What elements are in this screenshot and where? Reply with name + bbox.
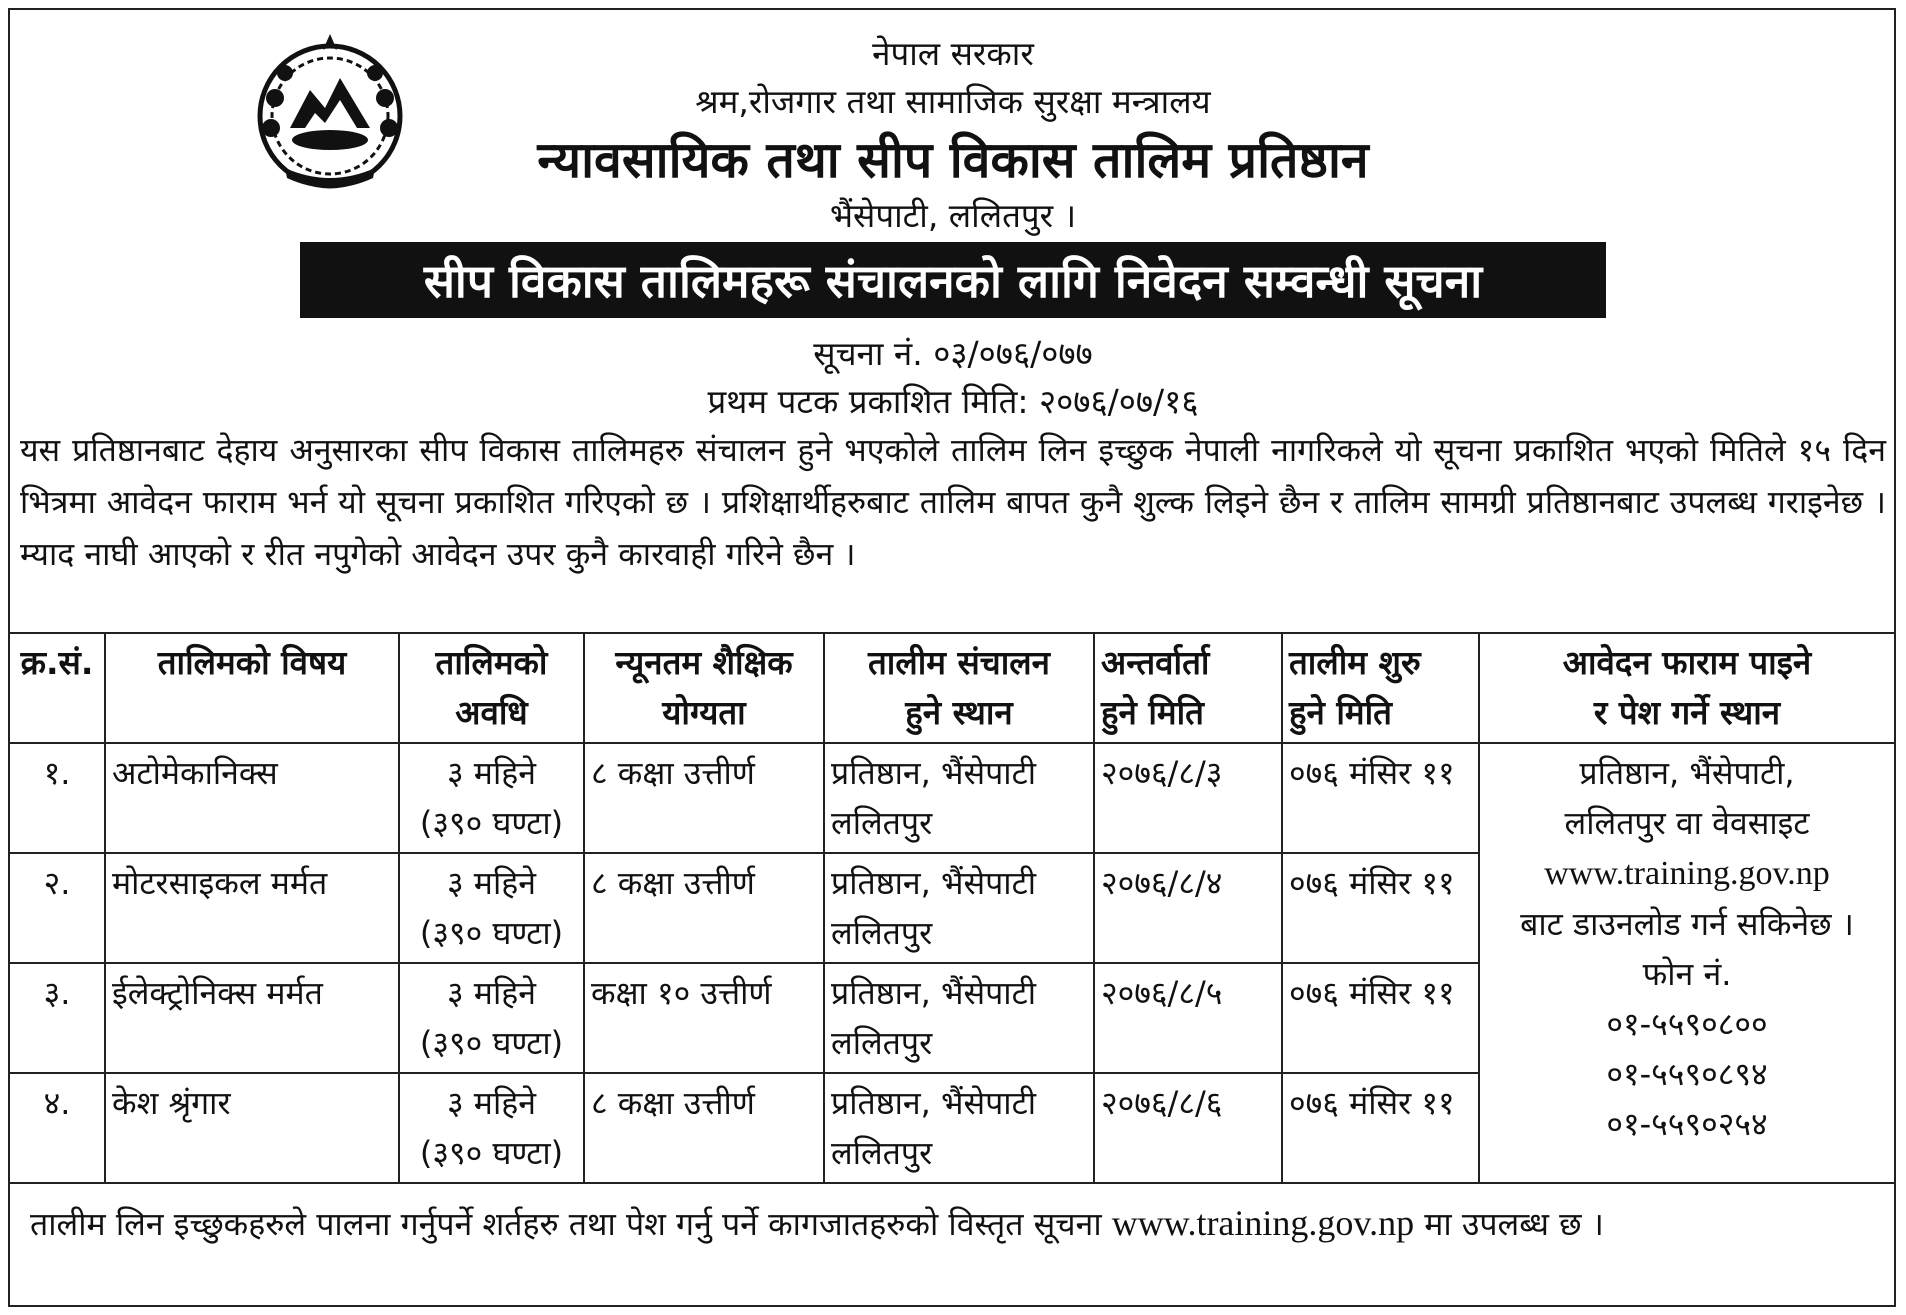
row-start-date: ०७६ मंसिर ११ [1282, 1073, 1479, 1183]
notice-number: सूचना नं. ०३/०७६/०७७ [813, 334, 1093, 373]
footer-text: तालीम लिन इच्छुकहरुले पालना गर्नुपर्ने शर्तहरु तथा पेश गर्नु पर्ने कागजातहरुको विस्तृत सूचना [30, 1205, 1102, 1243]
row-venue: प्रतिष्ठान, भैंसेपाटी ललितपुर [824, 853, 1094, 963]
row-qualification: ८ कक्षा उत्तीर्ण [584, 1073, 824, 1183]
row-venue: प्रतिष्ठान, भैंसेपाटी ललितपुर [824, 963, 1094, 1073]
row-qualification: ८ कक्षा उत्तीर्ण [584, 853, 824, 963]
header-venue: तालीम संचालन हुने स्थान [824, 633, 1094, 743]
institute-name: न्यावसायिक तथा सीप विकास तालिम प्रतिष्ठान [537, 131, 1369, 189]
notice-banner: सीप विकास तालिमहरू संचालनको लागि निवेदन सम्वन्धी सूचना [300, 242, 1606, 318]
footer-text-end: मा उपलब्ध छ । [1424, 1205, 1604, 1243]
row-interview-date: २०७६/८/४ [1094, 853, 1282, 963]
header-application: आवेदन फाराम पाइने र पेश गर्ने स्थान [1479, 633, 1895, 743]
row-subject: केश श्रृंगार [105, 1073, 399, 1183]
table-header-row [9, 633, 1895, 743]
row-venue: प्रतिष्ठान, भैंसेपाटी ललितपुर [824, 1073, 1094, 1183]
phone-number-2: ०१-५५९०८९४ [1606, 1055, 1768, 1093]
application-line4: बाट डाउनलोड गर्न सकिनेछ । [1520, 905, 1854, 943]
training-table [8, 632, 1896, 1184]
header-subject: तालिमको विषय [105, 633, 399, 743]
header-sn: क्र.सं. [9, 633, 105, 743]
row-sn: ४. [9, 1073, 105, 1183]
government-name: नेपाल सरकार [872, 34, 1034, 73]
row-sn: २. [9, 853, 105, 963]
ministry-name: श्रम,रोजगार तथा सामाजिक सुरक्षा मन्त्रालय [695, 82, 1211, 121]
application-url[interactable]: www.training.gov.np [1544, 855, 1830, 892]
row-start-date: ०७६ मंसिर ११ [1282, 743, 1479, 853]
row-subject: ईलेक्ट्रोनिक्स मर्मत [105, 963, 399, 1073]
row-interview-date: २०७६/८/५ [1094, 963, 1282, 1073]
header-qualification: न्यूनतम शैक्षिक योग्यता [584, 633, 824, 743]
header-duration: तालिमको अवधि [399, 633, 584, 743]
published-date: प्रथम पटक प्रकाशित मिति: २०७६/०७/१६ [707, 382, 1199, 421]
row-subject: अटोमेकानिक्स [105, 743, 399, 853]
row-sn: ३. [9, 963, 105, 1073]
intro-paragraph: यस प्रतिष्ठानबाट देहाय अनुसारका सीप विकास तालिमहरु संचालन हुने भएकोले तालिम लिन इच्छुक नेपाली नागरिकले यो सूचना प्रकाशित भएको मितिले १५ दिन भित्रमा आवेदन फाराम भर्न यो सूचना प्रकाशित गरिएको छ । प्रशिक्षार्थीहरुबाट तालिम बापत कुनै शुल्क लिइने छैन र तालिम सामग्री प्रतिष्ठानबाट उपलब्ध गराइनेछ । म्याद नाघी आएको र रीत नपुगेको आवेदन उपर कुनै कारवाही गरिने छैन । [20, 431, 1886, 573]
row-interview-date: २०७६/८/६ [1094, 1073, 1282, 1183]
footer-url[interactable]: www.training.gov.np [1111, 1203, 1415, 1243]
row-subject: मोटरसाइकल मर्मत [105, 853, 399, 963]
row-duration: ३ महिने (३९० घण्टा) [399, 963, 584, 1073]
row-venue: प्रतिष्ठान, भैंसेपाटी ललितपुर [824, 743, 1094, 853]
row-qualification: ८ कक्षा उत्तीर्ण [584, 743, 824, 853]
phone-number-1: ०१-५५९०८०० [1606, 1005, 1768, 1043]
row-duration: ३ महिने (३९० घण्टा) [399, 1073, 584, 1183]
row-start-date: ०७६ मंसिर ११ [1282, 853, 1479, 963]
row-qualification: कक्षा १० उत्तीर्ण [584, 963, 824, 1073]
phone-label: फोन नं. [1642, 955, 1732, 993]
row-start-date: ०७६ मंसिर ११ [1282, 963, 1479, 1073]
application-info [1479, 743, 1895, 1183]
phone-number-3: ०१-५५९०२५४ [1606, 1105, 1768, 1143]
application-line1: प्रतिष्ठान, भैंसेपाटी, [1579, 754, 1795, 792]
header-start: तालीम शुरु हुने मिति [1282, 633, 1479, 743]
row-sn: १. [9, 743, 105, 853]
row-duration: ३ महिने (३९० घण्टा) [399, 853, 584, 963]
footer-note [30, 1195, 1880, 1252]
row-interview-date: २०७६/८/३ [1094, 743, 1282, 853]
header-interview: अन्तर्वार्ता हुने मिति [1094, 633, 1282, 743]
institute-address: भैंसेपाटी, ललितपुर । [829, 196, 1077, 235]
application-line2: ललितपुर वा वेवसाइट [1564, 804, 1810, 842]
row-duration: ३ महिने (३९० घण्टा) [399, 743, 584, 853]
table-row [9, 743, 1895, 853]
